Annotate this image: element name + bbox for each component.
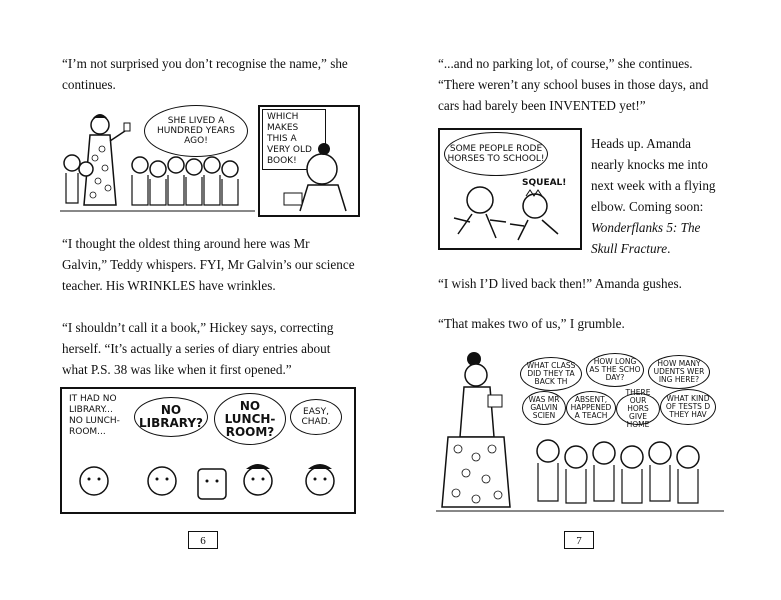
paragraph-text: Heads up. Amanda nearly knocks me into next week with a flying elbow. Coming soon: xyxy=(591,136,716,214)
sound-effect: SQUEAL! xyxy=(518,176,570,191)
speech-bubble xyxy=(616,388,660,429)
comic-panel-3 xyxy=(438,128,582,250)
bubble-text: SHE LIVED A HUNDRED YEARS AGO! xyxy=(156,116,236,146)
paragraph: “...and no parking lot, of course,” she continues. “There weren’t any school buses in those days, and cars had barely been INVENTED yet!” xyxy=(438,56,709,113)
bubble-text: SOME PEOPLE RODE HORSES TO SCHOOL! xyxy=(447,144,545,164)
bubble-text: HOW MANY UDENTS WER ING HERE? xyxy=(653,359,705,384)
paragraph-end: . xyxy=(667,241,671,256)
paragraph: “I thought the oldest thing around here was Mr Galvin,” Teddy whispers. FYI, Mr Galvin’s our science teacher. His WRINKLES have wrinkles. xyxy=(62,236,355,293)
page-number: 6 xyxy=(188,531,218,549)
bubble-text: WHAT KIND OF TESTS D THEY HAV xyxy=(665,394,711,419)
paragraph: “I’m not surprised you don’t recognise the name,” she continues. xyxy=(62,56,348,92)
bubble-text: NO LIBRARY? xyxy=(138,403,204,430)
running-kids-illustration xyxy=(440,130,580,248)
bubble-text: NO LUNCH-ROOM? xyxy=(224,398,276,439)
page-number: 7 xyxy=(564,531,594,549)
bubble-text: HOW LONG AS THE SCHO DAY? xyxy=(589,357,641,382)
caption-text: IT HAD NO LIBRARY... NO LUNCH-ROOM... xyxy=(65,392,129,440)
paragraph xyxy=(591,133,721,259)
bubble-text: EASY, CHAD. xyxy=(301,407,331,427)
paragraph: “I wish I’D lived back then!” Amanda gushes. xyxy=(438,276,682,291)
speech-bubble xyxy=(522,391,566,425)
bubble-text: ABSENT, HAPPENED A TEACH xyxy=(570,395,612,420)
bubble-text: THERE OUR HORS GIVE HOME xyxy=(625,388,651,429)
book-title: Wonderflanks 5: The Skull Fracture xyxy=(591,220,701,256)
speech-bubble xyxy=(566,391,616,425)
comic-panel-4 xyxy=(436,345,726,513)
paragraph: “That makes two of us,” I grumble. xyxy=(438,316,625,331)
bubble-text: WHAT CLASS DID THEY TA BACK TH xyxy=(526,361,576,386)
bubble-text: WAS MR GALVIN SCIEN xyxy=(528,395,560,420)
speech-bubble xyxy=(648,355,710,389)
speech-bubble xyxy=(660,389,716,425)
speech-bubble xyxy=(520,357,582,391)
paragraph: “I shouldn’t call it a book,” Hickey says, correcting herself. “It’s actually a series of diary entries about what P.S. 38 was like when it first opened.” xyxy=(62,320,334,377)
speech-bubble xyxy=(586,353,644,387)
caption-box: WHICH MAKES THIS A VERY OLD BOOK! xyxy=(262,109,326,170)
